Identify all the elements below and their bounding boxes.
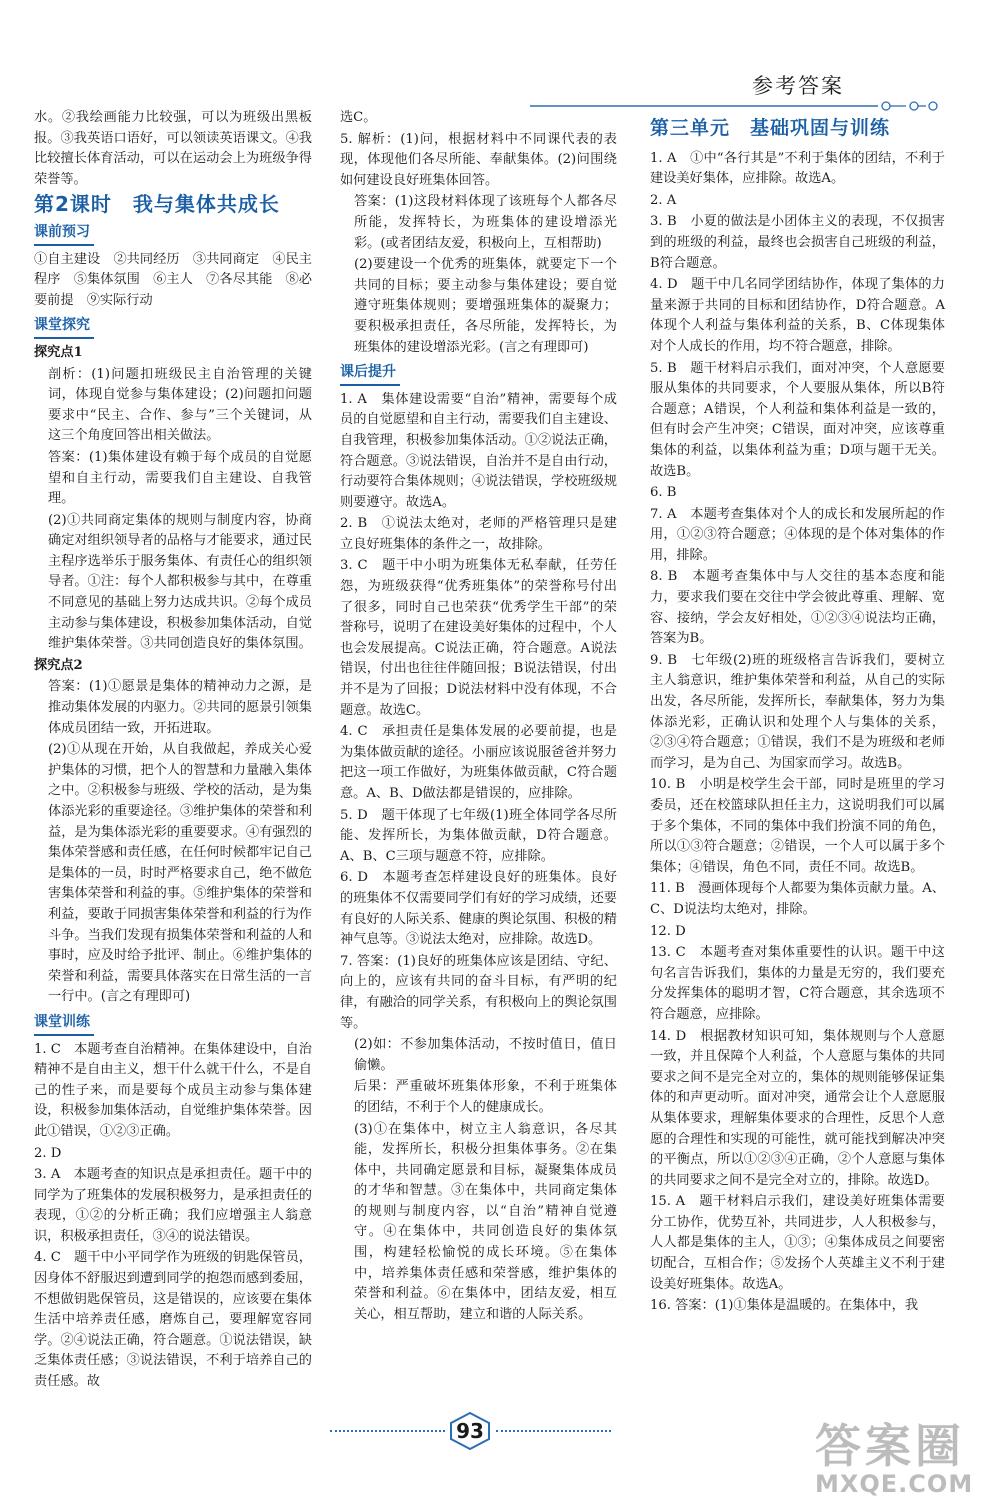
page-number-dots-left [330,1430,445,1432]
answer-paragraph: 11. B 漫画体现每个人都要为集体贡献力量。A、C、D说法均太绝对，排除。 [650,881,945,917]
answer-paragraph: 3. B 小夏的做法是小团体主义的表现，不仅损害到的班级的利益，最终也会损害自己班级的利益，B符合题意。 [650,214,945,271]
answer-paragraph: (3)①在集体中，树立主人翁意识，各尽其能，发挥所长，积极分担集体事务。②在集体中，共同确定愿景和目标，凝聚集体成员的才华和智慧。③在集体中，共同商定集体的规则与制度内容，以“自治”精神自觉遵守。④在集体中，共同创造良好的集体氛围，构建轻松愉悦的成长环境。⑤在集体中，培养集体责任感和荣誉感，维护集体的荣誉和利益。⑥在集体中，团结友爱，相互关心，相互帮助，建立和谐的人际关系。 [354,1121,617,1322]
answer-paragraph: 3. A 本题考查的知识点是承担责任。题干中的同学为了班集体的发展积极努力，是承担责任的表现，①②的分析正确；我们应增强主人翁意识，积极承担责任，③④的说法错误。 [34,1167,312,1244]
column-middle [340,108,617,1326]
answer-paragraph: 3. C 题干中小明为班集体无私奉献，任劳任怨，为班级获得“优秀班集体”的荣誉称号付出了很多，同时自己也荣获“优秀学生干部”的荣誉称号，说明了在建设美好集体的过程中，个人也会发展提高。C说法正确，符合题意。A说法错误，付出也往往伴随回报；B说法错误，付出并不是为了回报；D说法材料中没有体现，不合题意。故选C。 [340,558,617,718]
answer-paragraph: 14. D 根据教材知识可知，集体规则与个人意愿一致，并且保障个人利益，个人意愿与集体的共同要求之间不是完全对立的，集体的规则能够保证集体的和声更动听。面对冲突，通常会让个人意愿服从集体要求，理解集体要求的合理性，反思个人意愿的合理性和实现的可能性，就可能找到解决冲突的平衡点，所以①②③④正确，②个人意愿与集体的共同要求之间不是完全对立的，排除。故选D。 [650,1028,945,1188]
section-heading: 课堂训练 [34,1012,94,1036]
answer-paragraph: 4. D 题干中几名同学团结协作，体现了集体的力量来源于共同的目标和团结协作，D符合题意。A体现个人利益与集体利益的关系，B、C体现集体对个人成长的作用，均不符合题意，排除。 [650,277,945,354]
answer-paragraph: (2)①共同商定集体的规则与制度内容，协商确定对组织领导者的品格与才能要求，通过民主程序选举乐于服务集体、有责任心的组织领导者。①注：每个人都积极参与其中，在尊重不同意见的基础上努力达成共识。②每个成员主动参与集体建设，积极参加集体活动，自觉维护集体荣誉。③共同创造良好的集体氛围。 [48,512,312,652]
answer-paragraph: 1. A ①中“各行其是”不利于集体的团结，不利于建设美好集体，应排除。故选A。 [650,150,945,187]
answer-paragraph: 水。②我绘画能力比较强，可以为班级出黑板报。③我英语口语好，可以领读英语课文。④我比较擅长体育活动，可以在运动会上为班级争得荣誉等。 [34,110,312,187]
answer-paragraph: 10. B 小明是校学生会干部，同时是班里的学习委员，还在校篮球队担任主力，这说明我们可以属于多个集体，不同的集体中我们扮演不同的角色，所以①③符合题意；②错误，一个人可以属于多个集体；④错误，角色不同，责任不同。故选B。 [650,777,945,875]
section-heading: 课后提升 [340,362,400,386]
answer-paragraph: 16. 答案：(1)①集体是温暖的。在集体中，我 [650,1298,919,1314]
unit-title: 第三单元 基础巩固与训练 [650,117,891,139]
answer-paragraph: ①自主建设 ②共同经历 ③共同商定 ④民主程序 ⑤集体氛围 ⑥主人 ⑦各尽其能 ⑧必要前提 ⑨实际行动 [34,251,312,308]
answer-paragraph: 15. A 题干材料启示我们，建设美好班集体需要分工协作，优势互补，共同进步，人人积极参与，人人都是集体的主人，①③；④集体成员之间要密切配合，互相合作；⑤发扬个人英雄主义不利于建设美好班集体。故选A。 [650,1194,945,1292]
answer-paragraph: 6. B [650,485,677,501]
column-right [650,108,945,1318]
answer-paragraph: 2. B ①说法太绝对，老师的严格管理只是建立良好班集体的条件之一，故排除。 [340,516,617,552]
answer-paragraph: 答案：(1)集体建设有赖于每个成员的自觉愿望和自主行动，需要我们自主建设、自我管理。 [48,449,312,507]
answer-paragraph: 7. 答案：(1)良好的班集体应该是团结、守纪、向上的，应该有共同的奋斗目标，有严明的纪律，有融洽的同学关系，有积极向上的舆论氛围等。 [340,953,617,1031]
answer-paragraph: 探究点2 [34,657,83,673]
watermark [815,1410,973,1498]
answer-paragraph: 5. B 题干材料启示我们，面对冲突，个人意愿要服从集体的共同要求，个人要服从集体，所以B符合题意；A错误，个人利益和集体利益是一致的，但有时会产生冲突；C错误，面对冲突，应该尊重集体的利益，以集体利益为重；D项与题干无关。故选B。 [650,360,945,479]
answer-paragraph: 答案：(1)这段材料体现了该班每个人都各尽所能，发挥特长，为班集体的建设增添光彩。(或者团结友爱，积极向上，互相帮助) [354,194,617,251]
answer-paragraph: 1. A 集体建设需要“自治”精神，需要每个成员的自觉愿望和自主行动，需要我们自主建设、自我管理，积极参加集体活动。①②说法正确，符合题意。③说法错误，自治并不是自由行动，行动要符合集体规则；④说法错误，学校班级规则要遵守。故选A。 [340,391,617,510]
section-heading: 课前预习 [34,222,94,246]
answer-paragraph: (2)①从现在开始，从自我做起，养成关心爱护集体的习惯，把个人的智慧和力量融入集体之中。②积极参与班级、学校的活动，是为集体添光彩的重要途径。③维护集体的荣誉和利益，是为集体添光彩的重要要求。④有强烈的集体荣誉感和责任感，在任何时候都牢记自己是集体的一员，时时严格要求自己，绝不做危害集体荣誉和利益的事。⑤维护集体的荣誉和利益，要敢于同损害集体荣誉和利益的行为作斗争。当我们发现有损集体荣誉和利益的人和事时，应及时给予批评、制止。⑥维护集体的荣誉和利益，需要具体落实在日常生活的一言一行中。(言之有理即可) [48,742,312,1005]
answer-paragraph: 后果：严重破坏班集体形象，不利于班集体的团结，不利于个人的健康成长。 [354,1079,617,1115]
answer-paragraph: 4. C 题干中小平同学作为班级的钥匙保管员，因身体不舒服迟到遭到同学的抱怨而感到委屈，不想做钥匙保管员，这是错误的，应该要在集体生活中培养责任感，磨炼自己，要理解宽容同学。②④说法正确，符合题意。①说法错误，缺乏集体责任感；③说法错误，不利于培养自己的责任感。故 [34,1250,312,1390]
watermark-logo: 答案圈 [815,1419,965,1473]
answer-paragraph: (2)要建设一个优秀的班集体，就要定下一个共同的目标；要主动参与集体建设；要自觉遵守班集体规则；要增强班集体的凝聚力；要积极承担责任，各尽所能，发挥特长，为班集体的建设增添光彩。(言之有理即可) [354,257,617,355]
answer-paragraph: 6. D 本题考查怎样建设良好的班集体。良好的班集体不仅需要同学们有好的学习成绩，还要有良好的人际关系、健康的舆论氛围、积极的精神气息等。③说法太绝对，应排除。故选D。 [340,870,617,948]
answer-paragraph: 4. C 承担责任是集体发展的必要前提，也是为集体做贡献的途径。小丽应该说服爸爸并努力把这一项工作做好，为班集体做贡献，C符合题意。A、B、D做法都是错误的，应排除。 [340,724,617,801]
answer-paragraph: 剖析：(1)问题扣班级民主自治管理的关键词，体现自觉参与集体建设；(2)问题扣问题要求中“民主、合作、参与”三个关键词，从这三个角度回答出相关做法。 [48,366,312,444]
column-left [34,108,312,1394]
answer-paragraph: 选C。 [340,110,377,125]
lesson-title: 第2课时 我与集体共成长 [34,192,280,217]
page-number: 93 [456,1419,484,1443]
watermark-url: MXQE.COM [815,1470,974,1498]
answer-paragraph: 13. C 本题考查对集体重要性的认识。题干中这句名言告诉我们，集体的力量是无穷的，我们要充分发挥集体的聪明才智，C符合题意，其余选项不符合题意，应排除。 [650,945,945,1022]
answer-paragraph: 探究点1 [34,344,83,360]
answer-paragraph: 答案：(1)①愿景是集体的精神动力之源，是推动集体发展的内驱力。②共同的愿景引领集体成员团结一致，开拓进取。 [48,679,312,736]
answer-paragraph: 8. B 本题考查集体中与人交往的基本态度和能力，要求我们要在交往中学会彼此尊重、理解、宽容、接纳，学会友好相处，①②③④说法均正确，答案为B。 [650,569,945,647]
section-heading: 课堂探究 [34,315,94,339]
header-title: 参考答案 [752,74,844,98]
answer-paragraph: 12. D [650,923,686,939]
page-number-dots-right [496,1430,611,1432]
answer-paragraph: (2)如：不参加集体活动，不按时值日，值日偷懒。 [354,1037,617,1073]
answer-paragraph: 9. B 七年级(2)班的班级格言告诉我们，要树立主人翁意识，维护集体荣誉和利益，从自己的实际出发，各尽所能，发挥所长，奉献集体，努力为集体添光彩，正确认识和处理个人与集体的关系，②③④符合题意；①错误，我们不是为班级和老师而学习，是为自己、为国家而学习。故选B。 [650,652,945,771]
answer-paragraph: 2. D [34,1145,62,1161]
answer-paragraph: 5. 解析：(1)问，根据材料中不同课代表的表现，体现他们各尽所能、奉献集体。(2)问围绕如何建设良好班集体回答。 [340,131,617,188]
answer-paragraph: 7. A 本题考查集体对个人的成长和发展所起的作用，①②③符合题意；④体现的是个体对集体的作用，排除。 [650,506,945,563]
answer-paragraph: 5. D 题干体现了七年级(1)班全体同学各尽所能、发挥所长，为集体做贡献，D符合题意。A、B、C三项与题意不符，应排除。 [340,807,617,864]
answer-paragraph: 1. C 本题考查自治精神。在集体建设中，自治精神不是自由主义，想干什么就干什么，不是自己的性子来，而是要每个成员主动参与集体建设，积极参加集体活动，自觉维护集体荣誉。因此①错误，①②③正确。 [34,1041,312,1139]
answer-paragraph: 2. A [650,192,677,208]
